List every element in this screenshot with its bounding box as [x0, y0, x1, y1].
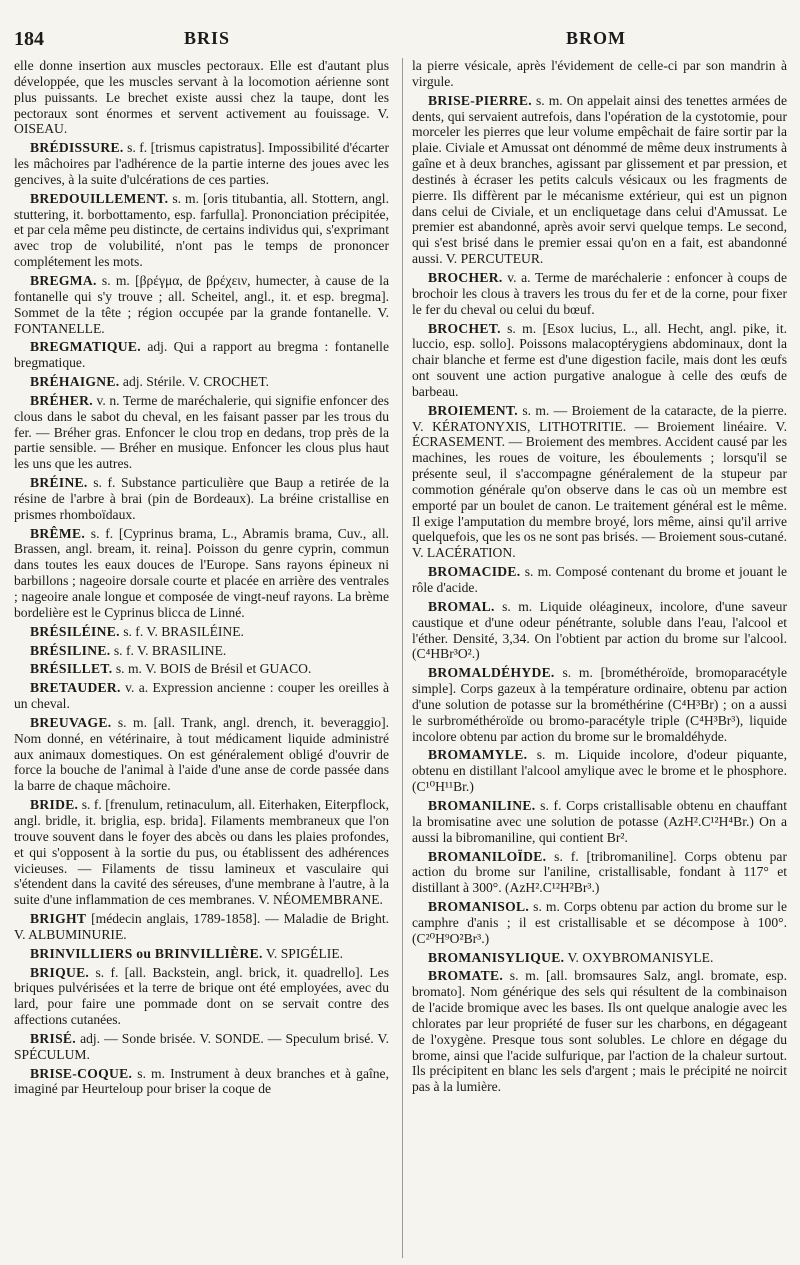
entry-text: s. f. Substance particulière que Baup a retirée de la résine de l'arbre à brai (pin de Bordeaux). La bréine cristallise en prismes rhomboïdaux. [14, 475, 389, 522]
entry-text: s. f. [tribromaniline]. Corps obtenu par action du brome sur l'aniline, cristallisable, fondant à 117° et distillant à 300°. (AzH².C¹²H²Br³.) [412, 848, 787, 896]
entry-headword: BRISE-PIERRE. [428, 92, 532, 108]
entry-headword: BRÊME. [30, 525, 86, 541]
entry-text: v. n. Terme de maréchalerie, qui signifie enfoncer des clous dans le sabot du cheval, en les faisant passer par les trous du fer. — Bréher gras. Enfoncer le clou trop en dedans, trop près de la partie sensible. — Bréher en musique. Enfoncer les clous plus haut les uns que les autres. [14, 392, 389, 472]
entry-headword: BRÉINE. [30, 475, 88, 491]
dictionary-entry-bromacide [412, 564, 787, 596]
entry-headword: BROIEMENT. [428, 402, 518, 418]
entry-headword: BROCHET. [428, 320, 501, 336]
entry-text: V. SPIGÉLIE. [265, 945, 344, 961]
entry-text: s. m. V. BOIS de Brésil et GUACO. [115, 661, 312, 677]
entry-headword: BRIQUE. [30, 964, 90, 980]
dictionary-entry-brise [14, 1031, 389, 1063]
dictionary-entry-bromaniline [412, 798, 787, 846]
dictionary-entry-breuvage [14, 715, 389, 794]
entry-headword: BRÉSILÉINE. [30, 623, 120, 639]
dictionary-entry-bresiline [14, 643, 389, 659]
entry-text: s. m. [brométhéroïde, bromoparacétyle simple]. Corps gazeux à la température ordinaire, obtenu par action d'une solution de potasse sur la brométhérine (C⁴H³Br) ; on a aussi le surbrométhéroïde ou bromo-paracétyle triple (C⁴H³Br³), liquide incolore obtenu par action du brome sur le bromaldéhyde. [412, 665, 787, 744]
entry-text: s. m. Corps obtenu par action du brome sur le camphre d'anis ; il est cristallisable et se décompose à 100°. (C²⁰H⁹O²Br³.) [412, 899, 787, 946]
entry-text: V. OXYBROMANISYLE. [567, 949, 714, 965]
entry-text: s. m. On appelait ainsi des tenettes armées de dents, qui servaient autrefois, dans l'opération de la cystotomie, pour morceler les pierres que leur volume empêchait de faire sortir par la plaie. Civiale et Amussat ont dénommé de même deux instruments à gaîne et à deux branches, agissant par glissement et par pression, et destinés à écraser les petits calculs vésicaux ou les fragments de pierre. Ils diffèrent par le mécanisme extérieur, qui est un pignon dans celui de Civiale, et un encliquetage dans celui d'Amussat. Le premier est abandonné, après avoir servi quelque temps. Le second, qui s'est brisé dans le premier essai qu'on en a fait, est abandonné aussi. V. PERCUTEUR. [412, 92, 787, 267]
dictionary-entry-bromaniloide [412, 849, 787, 897]
entry-headword: BROMANILOÏDE. [428, 848, 547, 864]
dictionary-entry-bromal [412, 599, 787, 662]
entry-text: s. m. Liquide incolore, d'odeur piquante, obtenu en distillant l'alcool amylique avec le brome et le phosphore. (C¹⁰H¹¹Br.) [412, 747, 787, 795]
entry-headword: BRETAUDER. [30, 680, 121, 696]
entry-text: s. m. [oris titubantia, all. Stottern, angl. stuttering, it. borbottamento, esp. farfulla]. Prononciation précipitée, et par cela même peu distincte, de certains individus qui, s'exprimant avec trop de volubilité, n'ont pas le temps de prononcer complétement les mots. [14, 190, 389, 270]
dictionary-entry-bromaldehyde [412, 665, 787, 744]
dictionary-entry-cont-brechet [14, 58, 389, 137]
entry-text: la pierre vésicale, après l'évidement de celle-ci par son mandrin à virgule. [412, 58, 787, 89]
dictionary-entry-bright [14, 911, 389, 943]
entry-headword: BROMAL. [428, 598, 495, 614]
entry-headword: BROMATE. [428, 968, 504, 984]
entry-text: s. m. [all. Trank, angl. drench, it. beveraggio]. Nom donné, en vétérinaire, à tout médicament liquide administré aux animaux domestiques. On est généralement obligé d'ouvrir de force la bouche de l'animal à l'aide d'une anse de corde passée dans la barre de chaque mâchoire. [14, 714, 389, 794]
page-header [0, 28, 800, 54]
entry-text: s. f. [frenulum, retinaculum, all. Eiterhaken, Eiterpflock, angl. bridle, it. briglia, esp. brida]. Filaments membraneux que l'on trouve souvent dans le foyer des abcès ou dans les plaies profondes, et qui s'opposent à la sortie du pus, ou établissent des adhérences vicieuses. — Filaments de tissu lamineux et vasculaire qui s'étendent dans la cavité des séreuses, d'une membrane à l'autre, à la suite d'une inflammation de ces membranes. V. NÉOMEMBRANE. [14, 797, 389, 908]
entry-headword: BRIDE. [30, 797, 79, 813]
dictionary-entry-brochet [412, 321, 787, 400]
page-number: 184 [14, 28, 44, 50]
dictionary-entry-bresillet [14, 661, 389, 677]
entry-text: s. m. [βρέγμα, de βρέχειν, humecter, à cause de la fontanelle qui s'y trouve ; all. Scheitel, angl., it. et esp. bregma]. Sommet de la tête ; région occupée par la grande fontanelle. V. FONTANELLE. [14, 272, 389, 336]
entry-text: elle donne insertion aux muscles pectoraux. Elle est d'autant plus développée, que les muscles servant à la locomotion aérienne sont plus puissants. Le brechet existe aussi chez la taupe, dont les pectoraux sont énormes et servent activement au fouissage. V. OISEAU. [14, 58, 389, 137]
entry-text: s. f. [Cyprinus brama, L., Abramis brama, Cuv., all. Brassen, angl. bream, it. reina]. Poisson du genre cyprin, commun dans toutes les eaux douces de l'Europe. Sans rayons épineux ni barbillons ; nageoire dorsale courte et placée en arrière des ventrales ; nageoire anale longue et composée de vingt-neuf rayons. La brème bordelière est le Cyprinus blicca de Linné. [14, 525, 389, 620]
dictionary-entry-breine [14, 475, 389, 523]
entry-headword: BRÉHER. [30, 392, 93, 408]
entry-headword: BROCHER. [428, 269, 503, 285]
entry-headword: BROMACIDE. [428, 564, 521, 580]
dictionary-entry-brasileine [14, 624, 389, 640]
dictionary-entry-brique [14, 965, 389, 1028]
entry-text: s. m. [all. bromsaures Salz, angl. bromate, esp. bromato]. Nom générique des sels qui résultent de la combinaison de l'acide bromique avec les bases. Ils ont quelque analogie avec les chlorates par leur propriété de fuser sur les charbons, en dégageant de l'oxygène. Presque tous sont solubles. Le chlore en dégage du brome, ainsi que l'acide sulfurique, par l'action de la chaleur surtout. Ils précipitent en blanc les sels d'argent ; mais le précipité ne noircit pas à la lumière. [412, 968, 787, 1095]
entry-headword: BREDOUILLEMENT. [30, 190, 169, 206]
entry-text: s. m. Composé contenant du brome et jouant le rôle d'acide. [412, 564, 787, 595]
entry-headword: BROMANISOL. [428, 899, 530, 915]
entry-headword: BRÉSILLET. [30, 661, 113, 677]
dictionary-entry-bromamyle [412, 747, 787, 795]
entry-text: s. m. Liquide oléagineux, incolore, d'une saveur caustique et d'une odeur pénétrante, soluble dans l'eau, l'alcool et l'éther. Densité, 3,34. On l'obtient par action du brome sur l'alcool. (C⁴HBr³O².) [412, 598, 787, 662]
dictionary-entry-bregmatique [14, 339, 389, 371]
dictionary-entry-broiement [412, 403, 787, 561]
dictionary-entry-breher [14, 393, 389, 472]
entry-headword: BRIGHT [30, 911, 87, 927]
entry-text: v. a. Terme de maréchalerie : enfoncer à coups de brochoir les clous à travers les trous du fer et de la corne, pour fixer le fer du cheval ou celui du bœuf. [412, 269, 787, 317]
dictionary-entry-bretauder [14, 680, 389, 712]
entry-headword: BRISÉ. [30, 1030, 76, 1046]
entry-text: v. a. Expression ancienne : couper les oreilles à un cheval. [14, 680, 389, 712]
left-column [14, 58, 389, 1258]
entry-text: s. f. [trismus capistratus]. Impossibilité d'écarter les mâchoires par l'adhérence de la partie interne des joues avec les gencives, à la suite d'ulcérations de ces parties. [14, 140, 389, 187]
entry-headword: BROMANILINE. [428, 797, 536, 813]
entry-text: adj. Qui a rapport au bregma : fontanelle bregmatique. [14, 339, 389, 371]
dictionary-entry-cont-brise-coque [412, 58, 787, 90]
dictionary-entry-bredouillement [14, 191, 389, 270]
entry-headword: BREUVAGE. [30, 714, 112, 730]
dictionary-entry-brise-coque [14, 1066, 389, 1098]
entry-text: s. m. Instrument à deux branches et à gaîne, imaginé par Heurteloup pour briser la coque de [14, 1065, 389, 1097]
entry-headword: BREGMA. [30, 272, 97, 288]
entry-text: adj. Stérile. V. CROCHET. [122, 374, 270, 390]
dictionary-entry-bromanisol [412, 899, 787, 947]
entry-text: adj. — Sonde brisée. V. SONDE. — Speculum brisé. V. SPÉCULUM. [14, 1030, 389, 1062]
entry-text: s. m. [Esox lucius, L., all. Hecht, angl. pike, it. luccio, esp. sollo]. Poissons malacoptérygiens abdominaux, dont la chair blanche et ferme est d'une digestion facile, mais dont les œufs ont souvent une action purgative analogue à celle des œufs de barbeau. [412, 320, 787, 399]
running-head-left: BRIS [184, 28, 231, 48]
entry-text: s. f. [all. Backstein, angl. brick, it. quadrello]. Les briques pulvérisées et la terre de brique ont été employées, avec du lard, pour faire une pommade dont on se servait contre des affections cutanées. [14, 964, 389, 1028]
dictionary-entry-bromanisylique [412, 950, 787, 966]
entry-text: s. m. — Broiement de la cataracte, de la pierre. V. KÉRATONYXIS, LITHOTRITIE. — Broiement linéaire. V. ÉCRASEMENT. — Broiement des membres. Accident causé par les machines, les roues de voiture, les éboulements ; lorsqu'il se présente seul, il s'accompagne généralement de la stupeur par commotion générale qu'on observe dans le cas où un membre est emporté par un boulet de canon. Le traitement général est le même. Il exige l'amputation du membre broyé, lors même, ainsi qu'il arrive quelquefois, que les os ne sont pas brisés. — Broiement sous-cutané. V. LACÉRATION. [412, 402, 787, 561]
entry-text: s. f. Corps cristallisable obtenu en chauffant la bromisatine avec une solution de potasse (AzH².C¹²H⁴Br.) On a aussi la bibromaniline, qui contient Br². [412, 797, 787, 845]
dictionary-entry-bromate [412, 968, 787, 1095]
entry-headword: BRINVILLIERS ou BRINVILLIÈRE. [30, 945, 263, 961]
entry-headword: BRÉHAIGNE. [30, 374, 120, 390]
dictionary-entry-brehaigne [14, 374, 389, 390]
entry-text: s. f. V. BRASILINE. [113, 642, 227, 658]
dictionary-entry-bride [14, 797, 389, 908]
entry-text: s. f. V. BRASILÉINE. [123, 623, 244, 639]
dictionary-entry-bredissure [14, 140, 389, 188]
entry-headword: BREGMATIQUE. [30, 339, 141, 355]
entry-headword: BROMANISYLIQUE. [428, 949, 565, 965]
entry-headword: BRÉSILINE. [30, 642, 111, 658]
dictionary-entry-bregma [14, 273, 389, 336]
running-head-right: BROM [566, 28, 626, 48]
entry-headword: BROMALDÉHYDE. [428, 665, 555, 681]
column-divider [402, 58, 403, 1258]
entry-text: [médecin anglais, 1789-1858]. — Maladie de Bright. V. ALBUMINURIE. [14, 911, 389, 942]
dictionary-entry-brinvilliers [14, 946, 389, 962]
entry-headword: BRISE-COQUE. [30, 1065, 133, 1081]
right-column [412, 58, 787, 1258]
dictionary-entry-brise-pierre [412, 93, 787, 267]
dictionary-entry-brocher [412, 270, 787, 318]
dictionary-entry-breme [14, 526, 389, 621]
entry-headword: BROMAMYLE. [428, 747, 528, 763]
entry-headword: BRÉDISSURE. [30, 140, 124, 156]
